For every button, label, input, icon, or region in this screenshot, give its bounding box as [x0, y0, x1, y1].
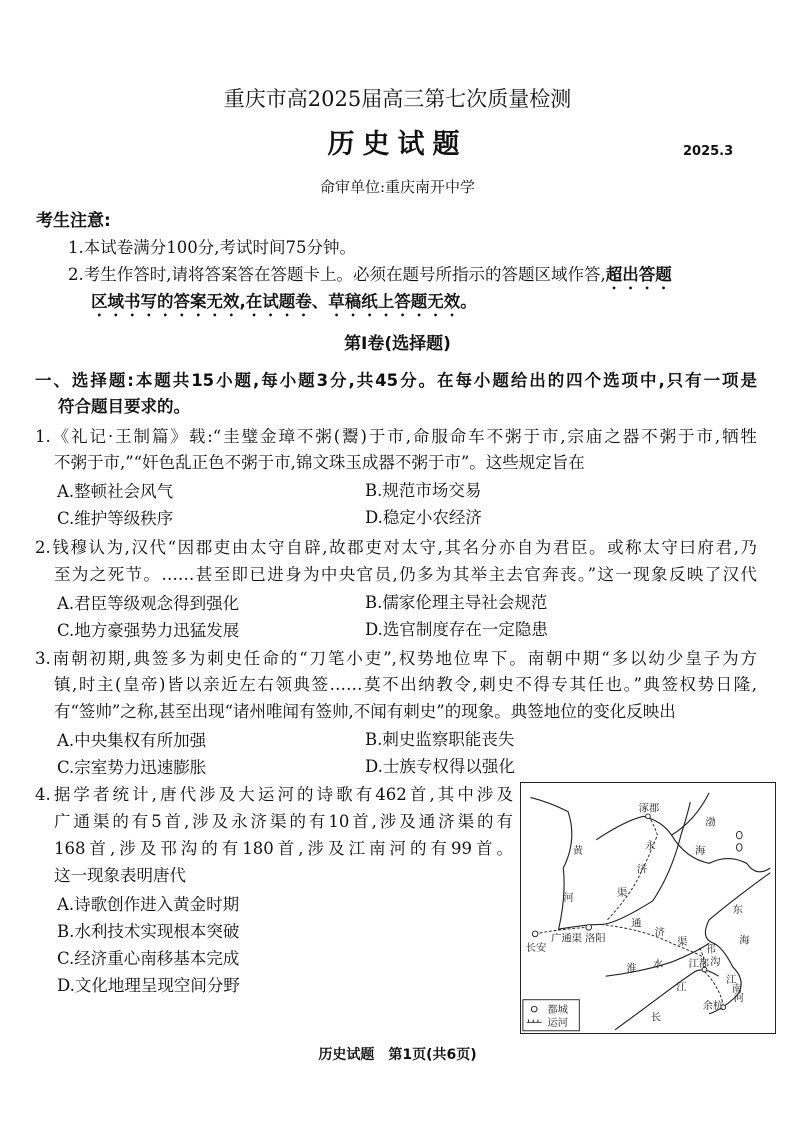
- map-label: 南: [731, 983, 743, 996]
- map-label: 河: [733, 992, 744, 1005]
- map-label: 长: [650, 1011, 662, 1024]
- exam-subtitle: 重庆市高2025届高三第七次质量检测: [223, 87, 572, 111]
- map-label: 江: [676, 981, 687, 994]
- map-label: 长安: [525, 941, 547, 954]
- exam-date: 2025.3: [683, 144, 734, 159]
- emphasis-text: 区域书写的答案无效: [91, 292, 240, 311]
- map-label: 江: [726, 973, 737, 986]
- question-4-text: 168首,涉及邗沟的有180首,涉及江南河的有99首。: [54, 839, 513, 858]
- map-label: 通: [631, 917, 642, 930]
- legend-canal-label: 运河: [547, 1017, 568, 1030]
- question-3-option-a: A.中央集权有所加强: [57, 731, 207, 750]
- emphasis-text: 在试题卷、草稿纸上答题无效: [245, 292, 461, 311]
- map-label: 海: [739, 934, 750, 947]
- question-4-text: 广通渠的有5首,涉及永济渠的有10首,涉及通济渠的有: [54, 812, 513, 831]
- capital-changan-icon: [532, 931, 538, 937]
- question-3-option-b: B.刺史监察职能丧失: [365, 730, 515, 749]
- map-label: 洛阳: [584, 932, 606, 945]
- map-label: 渠: [616, 887, 628, 900]
- question-4-option-b: B.水利技术实现根本突破: [57, 922, 240, 941]
- question-3-text: 有“签帅”之称,甚至出现“诸州唯闻有签帅,不闻有刺史”的现象。典签地位的变化反映出: [54, 702, 676, 721]
- notice-heading: 考生注意:: [36, 211, 111, 231]
- capital-luoyang-icon: [586, 924, 592, 930]
- question-2-option-c: C.地方豪强势力迅猛发展: [57, 621, 240, 640]
- question-3-option-c: C.宗室势力迅速膨胀: [57, 758, 207, 777]
- yellow-river: [530, 797, 690, 929]
- map-label: 渤: [705, 816, 716, 829]
- part-title: 第Ⅰ卷(选择题): [344, 334, 451, 354]
- section-instructions-cont: 符合题目要求的。: [58, 397, 190, 416]
- notice-item-1: 1.本试卷满分100分,考试时间75分钟。: [68, 238, 356, 257]
- grand-canal-map: [520, 782, 776, 1034]
- question-4-text: 4.据学者统计,唐代涉及大运河的诗歌有462首,其中涉及: [35, 785, 513, 804]
- map-label: 渠: [677, 936, 688, 949]
- question-2-text: 至为之死节。……甚至即已进身为中央官员,仍多为其举主去官奔丧。”这一现象反映了汉代: [54, 565, 757, 584]
- map-label: 水: [652, 958, 664, 971]
- map-label: 永: [645, 840, 656, 853]
- page-footer: 历史试题 第1页(共6页): [318, 1047, 477, 1063]
- question-4-text: 这一现象表明唐代: [54, 866, 186, 885]
- question-2-option-a: A.君臣等级观念得到强化: [57, 594, 240, 613]
- map-label: 黄: [572, 844, 584, 857]
- north-river: [596, 816, 671, 840]
- map-label: 海: [695, 844, 706, 857]
- map-label: 沟: [710, 955, 721, 968]
- legend-capital-label: 都城: [547, 1003, 568, 1016]
- notice-item-2: [68, 264, 760, 293]
- map-label: 涿郡: [638, 802, 660, 815]
- question-4-option-d: D.文化地理呈现空间分野: [57, 976, 240, 995]
- question-1-option-a: A.整顿社会风气: [57, 482, 174, 501]
- map-drawing: [521, 783, 775, 1033]
- question-2-option-b: B.儒家伦理主导社会规范: [365, 593, 548, 612]
- question-4-option-a: A.诗歌创作进入黄金时期: [57, 895, 240, 914]
- notice-text: 。: [460, 292, 477, 311]
- question-1-option-c: C.维护等级秩序: [57, 509, 174, 528]
- map-label: 广通渠: [551, 932, 583, 945]
- author-unit: 命审单位:重庆南开中学: [319, 178, 476, 196]
- notice-text: 2.考生作答时,请将答案答在答题卡上。必须在题号所指示的答题区域作答,: [68, 265, 606, 284]
- question-3-option-d: D.士族专权得以强化: [365, 757, 515, 776]
- map-label: 邗: [705, 943, 716, 956]
- question-1-text: 不粥于市,”“奸色乱正色不粥于市,锦文珠玉成器不粥于市”。这些规定旨在: [54, 453, 585, 472]
- map-label: 济: [636, 863, 648, 876]
- notice-text: ,: [239, 292, 246, 311]
- question-1-option-d: D.稳定小农经济: [365, 508, 482, 527]
- map-label: 东: [732, 904, 743, 917]
- map-label: 淮: [626, 962, 637, 975]
- page-title: 历史试题: [327, 129, 468, 160]
- question-2-option-d: D.选官制度存在一定隐患: [365, 620, 548, 639]
- question-2-text: 2.钱穆认为,汉代“因郡吏由太守自辟,故郡吏对太守,其名分亦自为君臣。或称太守曰府君,乃: [35, 538, 757, 557]
- emphasis-text: 超出答题: [605, 265, 672, 284]
- question-1-option-b: B.规范市场交易: [365, 481, 482, 500]
- notice-item-2-cont: [91, 291, 477, 320]
- map-label: 余杭: [702, 1000, 724, 1013]
- question-3-text: 镇,时主(皇帝)皆以亲近左右领典签……莫不出纳教令,刺史不得专其任也。”典签权势日隆,: [54, 675, 757, 694]
- question-3-text: 3.南朝初期,典签多为刺史任命的“刀笔小吏”,权势地位卑下。南朝中期“多以幼少皇子为方: [35, 649, 757, 668]
- map-label: 江都: [688, 957, 710, 970]
- map-label: 河: [563, 891, 574, 904]
- map-label: 济: [654, 926, 665, 939]
- canal-tongji: [601, 924, 704, 957]
- canal-yongji: [608, 816, 658, 919]
- question-1-text: 1.《礼记·王制篇》载:“圭璧金璋不粥(鬻)于市,命服命车不粥于市,宗庙之器不粥于市,牺牲: [35, 427, 757, 446]
- section-instructions: 一、选择题:本题共15小题,每小题3分,共45分。在每小题给出的四个选项中,只有一项是: [35, 371, 757, 390]
- capital-legend-icon: [531, 1006, 537, 1012]
- question-4-option-c: C.经济重心南移基本完成: [57, 949, 240, 968]
